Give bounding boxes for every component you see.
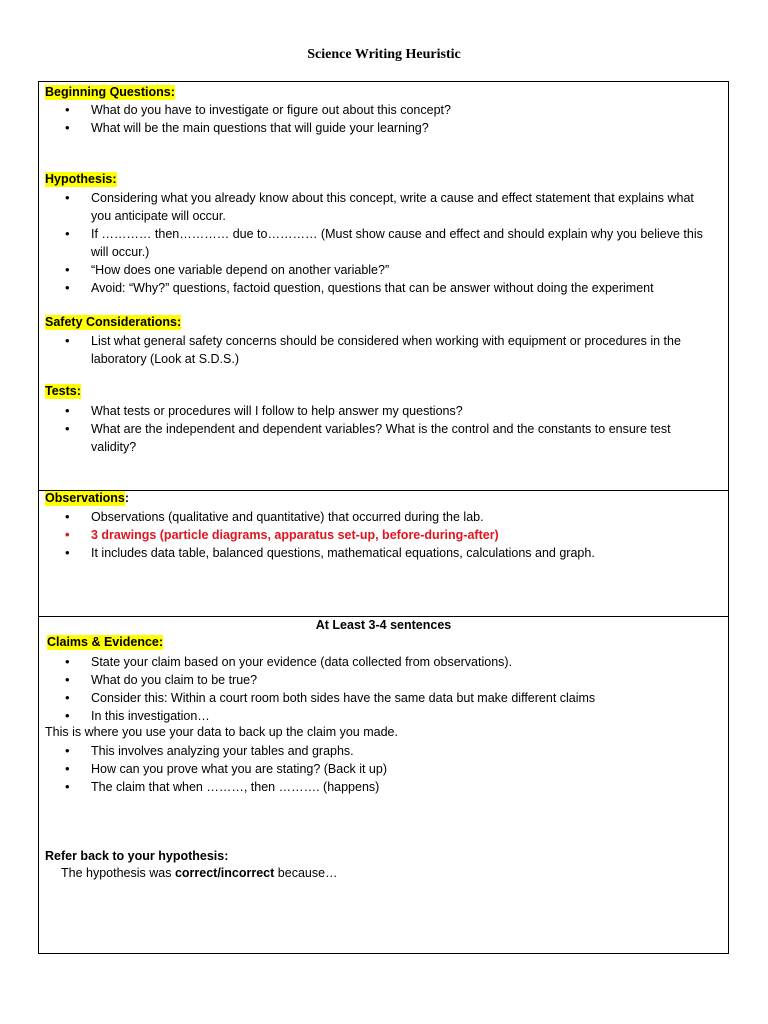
refer-prefix: The hypothesis was [61,866,175,880]
document-title: Science Writing Heuristic [307,47,461,62]
claims-support-list [65,742,714,796]
list-item: • “How does one variable depend on another variable?” [65,261,714,279]
list-item: • Observations (qualitative and quantitative) that occurred during the lab. [65,508,714,526]
claims-list [65,653,714,725]
hypothesis-list [65,189,714,297]
list-item: • What are the independent and dependent variables? What is the control and the constants to ensure test validity? [65,420,714,456]
list-item: • How can you prove what you are stating? (Back it up) [65,760,714,778]
hypothesis-result-line [61,866,338,880]
sentence-count-note: At Least 3-4 sentences [315,618,452,632]
claims-section [38,616,729,954]
claims-explanation: This is where you use your data to back up the claim you made. [45,725,398,739]
list-item: • Considering what you already know about this concept, write a cause and effect statement that explains what you anticipate will occur. [65,189,714,225]
observations-list [65,508,714,562]
refer-suffix: because… [274,866,338,880]
observations-heading-colon: : [124,491,130,505]
refer-correct-incorrect: correct/incorrect [174,866,275,880]
beginning-questions-heading: Beginning Questions: [45,85,175,99]
planning-section [38,81,729,491]
observations-heading-wrap [45,491,129,506]
list-item: • What tests or procedures will I follow to help answer my questions? [65,402,714,420]
tests-heading: Tests: [45,384,81,398]
safety-heading: Safety Considerations: [45,315,182,329]
list-item: • The claim that when ………, then ………. (happens) [65,778,714,796]
list-item: • List what general safety concerns should be considered when working with equipment or procedures in the laboratory (Look at S.D.S.) [65,332,714,368]
list-item: • State your claim based on your evidence (data collected from observations). [65,653,714,671]
list-item: • What do you have to investigate or figure out about this concept? [65,101,714,119]
list-item: • If ………… then………… due to………… (Must show cause and effect and should explain why you believe this will occur.) [65,225,714,261]
claims-heading: Claims & Evidence: [47,635,164,649]
refer-heading: Refer back to your hypothesis: [45,849,229,863]
beginning-questions-list [65,101,714,137]
safety-list [65,332,714,368]
list-item: • Consider this: Within a court room both sides have the same data but make different claims [65,689,714,707]
observations-section [38,490,729,617]
list-item: • What will be the main questions that will guide your learning? [65,119,714,137]
list-item: • It includes data table, balanced questions, mathematical equations, calculations and graph. [65,544,714,562]
list-item-highlighted: • 3 drawings (particle diagrams, apparatus set-up, before-during-after) [65,526,714,544]
hypothesis-heading: Hypothesis: [45,172,117,186]
list-item: • In this investigation… [65,707,714,725]
list-item: • What do you claim to be true? [65,671,714,689]
tests-list [65,402,714,456]
list-item: • This involves analyzing your tables and graphs. [65,742,714,760]
observations-heading: Observations [45,491,125,505]
list-item: • Avoid: “Why?” questions, factoid question, questions that can be answer without doing the experiment [65,279,714,297]
